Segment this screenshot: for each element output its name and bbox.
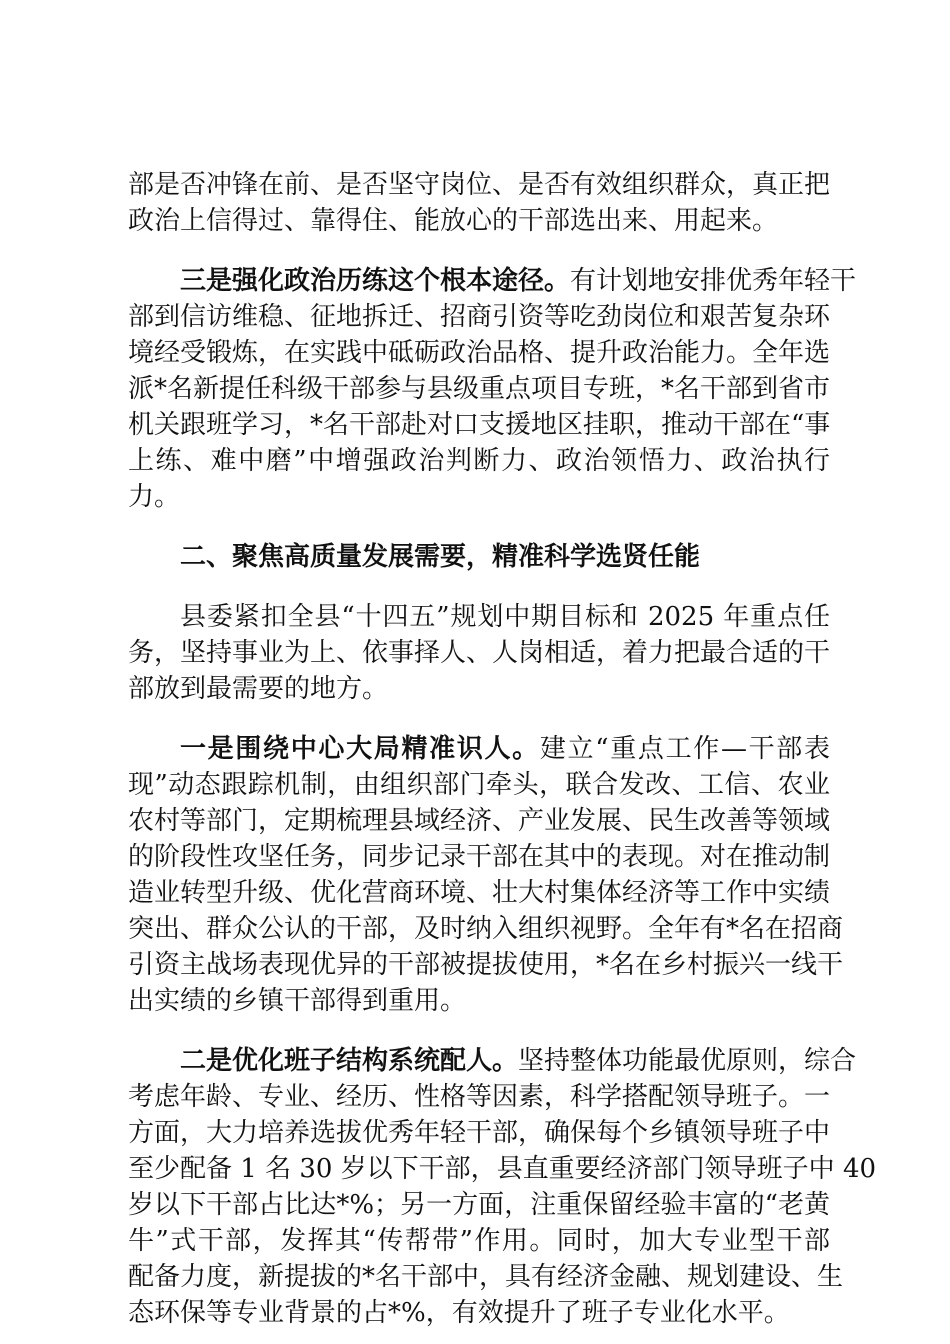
text-line — [128, 839, 830, 875]
paragraph-gap — [128, 707, 830, 731]
text-line — [128, 299, 830, 335]
line-text: 配备力度，新提拔的*名干部中，具有经济金融、规划建设、生 — [128, 1262, 844, 1292]
text-line — [128, 767, 830, 803]
text-line — [128, 803, 830, 839]
text-line — [128, 443, 830, 479]
text-line — [128, 1079, 830, 1115]
document-body — [128, 167, 877, 1331]
text-line — [128, 731, 830, 767]
text-line — [128, 1043, 857, 1079]
line-text: 部是否冲锋在前、是否坚守岗位、是否有效组织群众，真正把 — [128, 170, 831, 200]
line-text: 岁以下干部占比达*%；另一方面，注重保留经验丰富的“老黄 — [128, 1190, 830, 1220]
text-line — [128, 599, 830, 635]
text-line — [128, 671, 830, 707]
paragraph-lead-bold: 二是优化班子结构系统配人。 — [180, 1046, 519, 1076]
text-line — [128, 983, 830, 1019]
line-text: 县委紧扣全县“十四五”规划中期目标和 2025 年重点任 — [180, 602, 830, 632]
line-text: 有计划地安排优秀年轻干 — [570, 266, 857, 296]
line-text: 政治上信得过、靠得住、能放心的干部选出来、用起来。 — [128, 206, 779, 236]
text-line — [128, 1295, 830, 1331]
line-text: 的阶段性攻坚任务，同步记录干部在其中的表现。对在推动制 — [128, 842, 831, 872]
line-text: 至少配备 1 名 30 岁以下干部，县直重要经济部门领导班子中 40 — [128, 1154, 877, 1184]
line-text: 引资主战场表现优异的干部被提拔使用，*名在乡村振兴一线干 — [128, 950, 844, 980]
paragraph-lead-bold: 一是围绕中心大局精准识人。 — [180, 734, 540, 764]
text-line — [128, 1115, 830, 1151]
line-text: 突出、群众公认的干部，及时纳入组织视野。全年有*名在招商 — [128, 914, 844, 944]
paragraph — [128, 167, 830, 239]
line-text: 派*名新提任科级干部参与县级重点项目专班，*名干部到省市 — [128, 374, 831, 404]
text-line — [128, 1223, 830, 1259]
text-line — [128, 1259, 844, 1295]
line-text: 部放到最需要的地方。 — [128, 674, 389, 704]
paragraph-gap — [128, 1019, 830, 1043]
paragraph-gap — [128, 239, 830, 263]
text-line — [128, 479, 830, 515]
text-line — [128, 539, 830, 575]
line-text: 出实绩的乡镇干部得到重用。 — [128, 986, 467, 1016]
text-line — [128, 1187, 830, 1223]
line-text: 造业转型升级、优化营商环境、壮大村集体经济等工作中实绩 — [128, 878, 831, 908]
text-line — [128, 1151, 877, 1187]
line-text: 上练、难中磨”中增强政治判断力、政治领悟力、政治执行 — [128, 446, 830, 476]
text-line — [128, 167, 830, 203]
text-line — [128, 407, 830, 443]
text-line — [128, 335, 830, 371]
line-text: 境经受锻炼，在实践中砥砺政治品格、提升政治能力。全年选 — [128, 338, 831, 368]
text-line — [128, 371, 830, 407]
line-text: 务，坚持事业为上、依事择人、人岗相适，着力把最合适的干 — [128, 638, 831, 668]
text-line — [128, 263, 857, 299]
text-line — [128, 947, 844, 983]
paragraph — [128, 1043, 877, 1331]
paragraph — [128, 263, 857, 515]
line-text: 考虑年龄、专业、经历、性格等因素，科学搭配领导班子。一 — [128, 1082, 831, 1112]
heading-text: 二、聚焦高质量发展需要，精准科学选贤任能 — [180, 542, 701, 572]
text-line — [128, 911, 844, 947]
line-text: 方面，大力培养选拔优秀年轻干部，确保每个乡镇领导班子中 — [128, 1118, 831, 1148]
text-line — [128, 875, 830, 911]
text-line — [128, 203, 830, 239]
paragraph — [128, 599, 830, 707]
paragraph-gap — [128, 575, 830, 599]
line-text: 机关跟班学习，*名干部赴对口支援地区挂职，推动干部在“事 — [128, 410, 831, 440]
line-text: 建立“重点工作—干部表 — [539, 734, 830, 764]
paragraph-lead-bold: 三是强化政治历练这个根本途径。 — [180, 266, 571, 296]
text-line — [128, 635, 830, 671]
line-text: 坚持整体功能最优原则，综合 — [518, 1046, 857, 1076]
paragraph — [128, 731, 844, 1019]
line-text: 农村等部门，定期梳理县域经济、产业发展、民生改善等领域 — [128, 806, 831, 836]
line-text: 现”动态跟踪机制，由组织部门牵头，联合发改、工信、农业 — [128, 770, 830, 800]
paragraph-gap — [128, 515, 830, 539]
line-text: 部到信访维稳、征地拆迁、招商引资等吃劲岗位和艰苦复杂环 — [128, 302, 831, 332]
line-text: 牛”式干部，发挥其“传帮带”作用。同时，加大专业型干部 — [128, 1226, 830, 1256]
line-text: 力。 — [128, 482, 181, 512]
section-heading — [128, 539, 830, 575]
line-text: 态环保等专业背景的占*%，有效提升了班子专业化水平。 — [128, 1298, 790, 1328]
